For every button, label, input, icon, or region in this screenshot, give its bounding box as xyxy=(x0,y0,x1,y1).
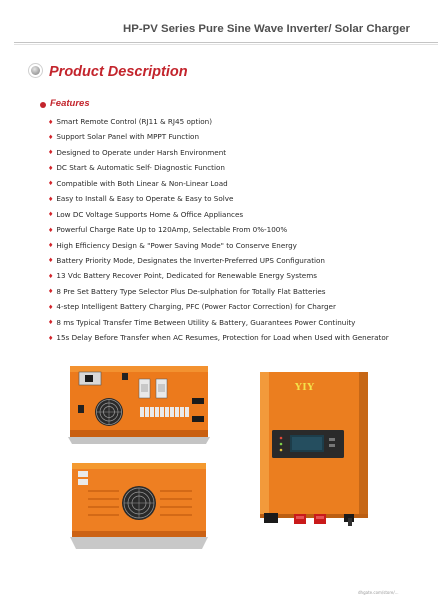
feature-text: High Efficiency Design & "Power Saving Mode" to Conserve Energy xyxy=(56,240,297,250)
feature-item xyxy=(48,129,433,144)
diamond-bullet-icon: ♦ xyxy=(48,242,54,249)
feature-text: 15s Delay Before Transfer when AC Resumes, Protection for Load when Used with Generator xyxy=(56,333,389,343)
features-bullet-icon xyxy=(40,102,46,108)
section-title: Product Description xyxy=(49,64,188,80)
feature-text: DC Start & Automatic Self- Diagnostic Function xyxy=(56,163,225,173)
diamond-bullet-icon: ♦ xyxy=(48,118,54,126)
feature-text: Smart Remote Control (RJ11 & RJ45 option) xyxy=(56,117,213,126)
diamond-bullet-icon: ♦ xyxy=(48,195,54,203)
feature-text: Support Solar Panel with MPPT Function xyxy=(56,132,200,142)
feature-text: Designed to Operate under Harsh Environment xyxy=(56,147,227,157)
feature-item xyxy=(48,207,433,222)
feature-item xyxy=(48,268,433,283)
diamond-bullet-icon: ♦ xyxy=(48,180,54,188)
inverter-side-fan-photo xyxy=(64,455,214,550)
feature-item xyxy=(48,145,433,160)
brand-logo: YIY xyxy=(295,382,315,393)
diamond-bullet-icon: ♦ xyxy=(48,288,54,296)
feature-text: Compatible with Both Linear & Non-Linear Load xyxy=(56,178,228,188)
feature-item xyxy=(48,330,433,345)
watermark-text: dhgate.com/store/... xyxy=(358,590,399,595)
feature-item xyxy=(48,284,433,299)
diamond-bullet-icon: ♦ xyxy=(48,164,54,172)
feature-text: 4-step Intelligent Battery Charging, PFC (Power Factor Correction) for Charger xyxy=(56,302,336,312)
diamond-bullet-icon: ♦ xyxy=(48,303,54,311)
page-header-title: HP-PV Series Pure Sine Wave Inverter/ Solar Charger xyxy=(123,23,410,35)
feature-item xyxy=(48,299,433,314)
feature-item xyxy=(48,238,433,253)
feature-list xyxy=(48,114,433,346)
diamond-bullet-icon: ♦ xyxy=(48,211,54,219)
feature-text: 13 Vdc Battery Recover Point, Dedicated for Renewable Energy Systems xyxy=(56,271,317,281)
diamond-bullet-icon: ♦ xyxy=(48,149,54,157)
feature-text: Battery Priority Mode, Designates the Inverter-Preferred UPS Configuration xyxy=(56,255,325,265)
feature-item xyxy=(48,160,433,175)
feature-item xyxy=(48,114,433,129)
diamond-bullet-icon: ♦ xyxy=(48,334,54,342)
feature-text: 8 Pre Set Battery Type Selector Plus De-sulphation for Totally Flat Batteries xyxy=(56,286,326,296)
section-bullet-icon xyxy=(31,66,40,75)
inverter-rear-panel-photo xyxy=(64,360,214,445)
header-divider-light xyxy=(14,44,438,45)
feature-item xyxy=(48,315,433,330)
diamond-bullet-icon: ♦ xyxy=(48,272,54,280)
feature-item xyxy=(48,176,433,191)
feature-text: Low DC Voltage Supports Home & Office Appliances xyxy=(56,209,244,219)
diamond-bullet-icon: ♦ xyxy=(48,319,54,327)
feature-item xyxy=(48,253,433,268)
header-divider xyxy=(14,42,438,43)
feature-item xyxy=(48,191,433,206)
feature-text: 8 ms Typical Transfer Time Between Utility & Battery, Guarantees Power Continuity xyxy=(56,317,356,327)
feature-text: Easy to Install & Easy to Operate & Easy to Solve xyxy=(56,194,234,204)
diamond-bullet-icon: ♦ xyxy=(48,226,54,234)
feature-text: Powerful Charge Rate Up to 120Amp, Selectable From 0%-100% xyxy=(56,225,288,235)
diamond-bullet-icon: ♦ xyxy=(48,133,54,141)
diamond-bullet-icon: ♦ xyxy=(48,257,54,265)
feature-item xyxy=(48,222,433,237)
features-heading: Features xyxy=(50,98,90,109)
